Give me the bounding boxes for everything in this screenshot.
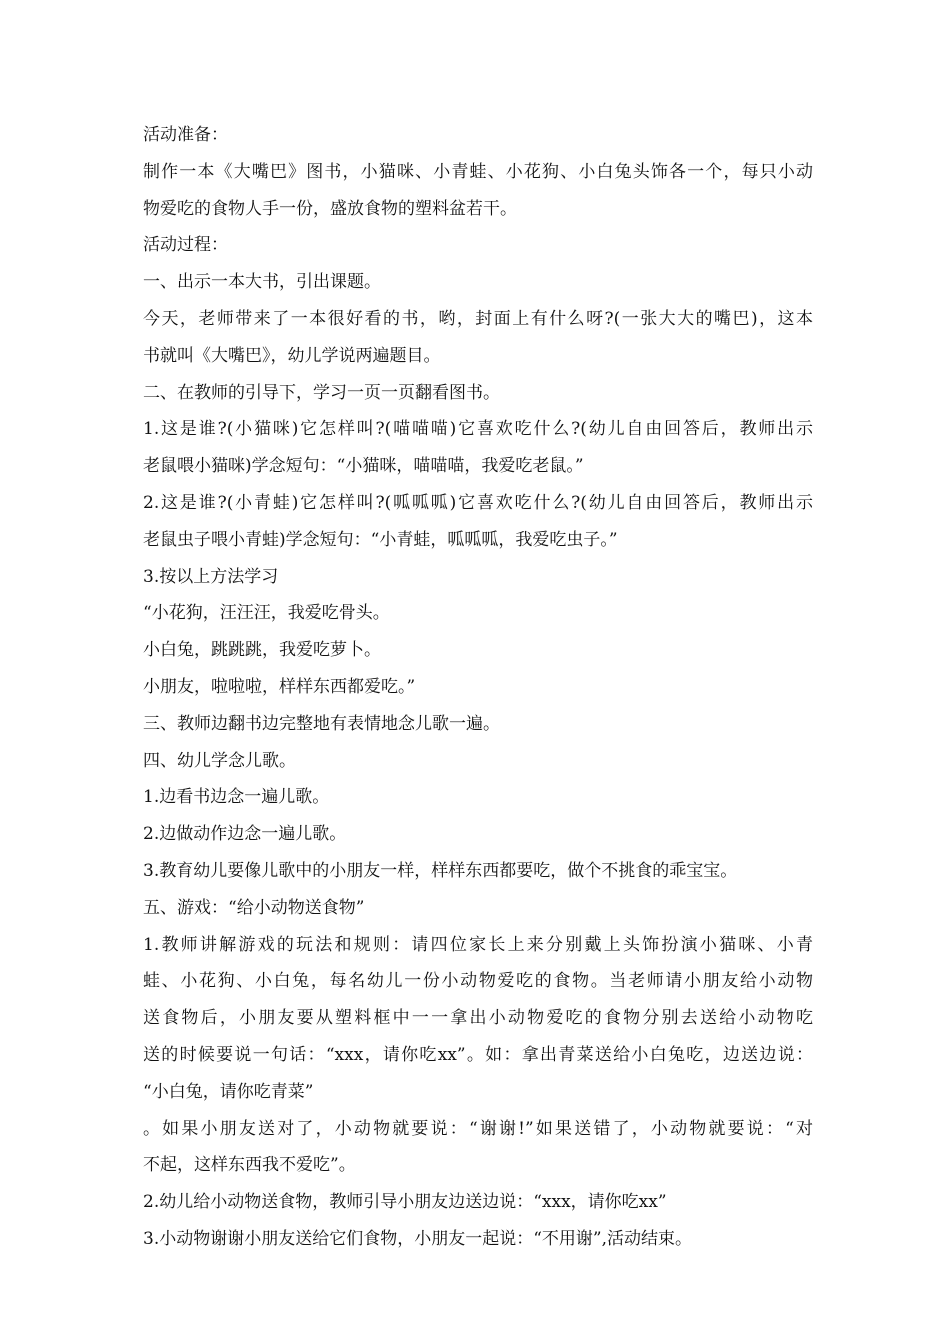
list-item-line: “小白兔，请你吃青菜”	[143, 1081, 314, 1102]
rhyme-line: 小白兔，跳跳跳，我爱吃萝卜。	[143, 640, 381, 661]
list-item-line: 。如果小朋友送对了，小动物就要说：“谢谢!”如果送错了，小动物就要说：“对	[143, 1118, 813, 1139]
list-item-line: 2.幼儿给小动物送食物，教师引导小朋友边送边说：“xxx，请你吃xx”	[143, 1192, 667, 1213]
list-item-line: 老鼠喂小猫咪)学念短句：“小猫咪，喵喵喵，我爱吃老鼠。”	[143, 456, 584, 477]
section-heading-1: 一、出示一本大书，引出课题。	[143, 272, 381, 293]
paragraph-line: 制作一本《大嘴巴》图书，小猫咪、小青蛙、小花狗、小白兔头饰各一个，每只小动	[143, 161, 813, 182]
list-item-line: 老鼠虫子喂小青蛙)学念短句：“小青蛙，呱呱呱，我爱吃虫子。”	[143, 529, 618, 550]
list-item-line: 1.边看书边念一遍儿歌。	[143, 787, 330, 808]
list-item-line: 送食物后，小朋友要从塑料框中一一拿出小动物爱吃的食物分别去送给小动物吃	[143, 1008, 813, 1029]
section-heading-2: 二、在教师的引导下，学习一页一页翻看图书。	[143, 382, 500, 403]
section-heading-5: 五、游戏：“给小动物送食物”	[143, 897, 365, 918]
heading-activity-process: 活动过程：	[143, 235, 228, 256]
list-item-line: 蛙、小花狗、小白兔，每名幼儿一份小动物爱吃的食物。当老师请小朋友给小动物	[143, 971, 813, 992]
list-item-line: 不起，这样东西我不爱吃”。	[143, 1155, 356, 1176]
list-item-line: 3.按以上方法学习	[143, 566, 279, 587]
list-item-line: 3.教育幼儿要像儿歌中的小朋友一样，样样东西都要吃，做个不挑食的乖宝宝。	[143, 860, 738, 881]
rhyme-line: 小朋友，啦啦啦，样样东西都爱吃。”	[143, 676, 416, 697]
list-item-line: 1.教师讲解游戏的玩法和规则：请四位家长上来分别戴上头饰扮演小猫咪、小青	[143, 934, 813, 955]
list-item-line: 送的时候要说一句话：“xxx，请你吃xx”。如：拿出青菜送给小白兔吃，边送边说：	[143, 1044, 813, 1065]
document-body	[143, 117, 813, 1258]
paragraph-line: 今天，老师带来了一本很好看的书，哟，封面上有什么呀?(一张大大的嘴巴)，这本	[143, 308, 813, 329]
section-heading-3: 三、教师边翻书边完整地有表情地念儿歌一遍。	[143, 713, 500, 734]
rhyme-line: “小花狗，汪汪汪，我爱吃骨头。	[143, 603, 390, 624]
list-item-line: 3.小动物谢谢小朋友送给它们食物，小朋友一起说：“不用谢”,活动结束。	[143, 1228, 693, 1249]
section-heading-4: 四、幼儿学念儿歌。	[143, 750, 296, 771]
paragraph-line: 书就叫《大嘴巴》，幼儿学说两遍题目。	[143, 345, 441, 366]
list-item-line: 2.边做动作边念一遍儿歌。	[143, 824, 347, 845]
heading-activity-preparation: 活动准备：	[143, 125, 228, 145]
list-item-line: 1.这是谁?(小猫咪)它怎样叫?(喵喵喵)它喜欢吃什么?(幼儿自由回答后，教师出示	[143, 419, 813, 440]
list-item-line: 2.这是谁?(小青蛙)它怎样叫?(呱呱呱)它喜欢吃什么?(幼儿自由回答后，教师出示	[143, 492, 813, 513]
paragraph-line: 物爱吃的食物人手一份，盛放食物的塑料盆若干。	[143, 198, 517, 219]
